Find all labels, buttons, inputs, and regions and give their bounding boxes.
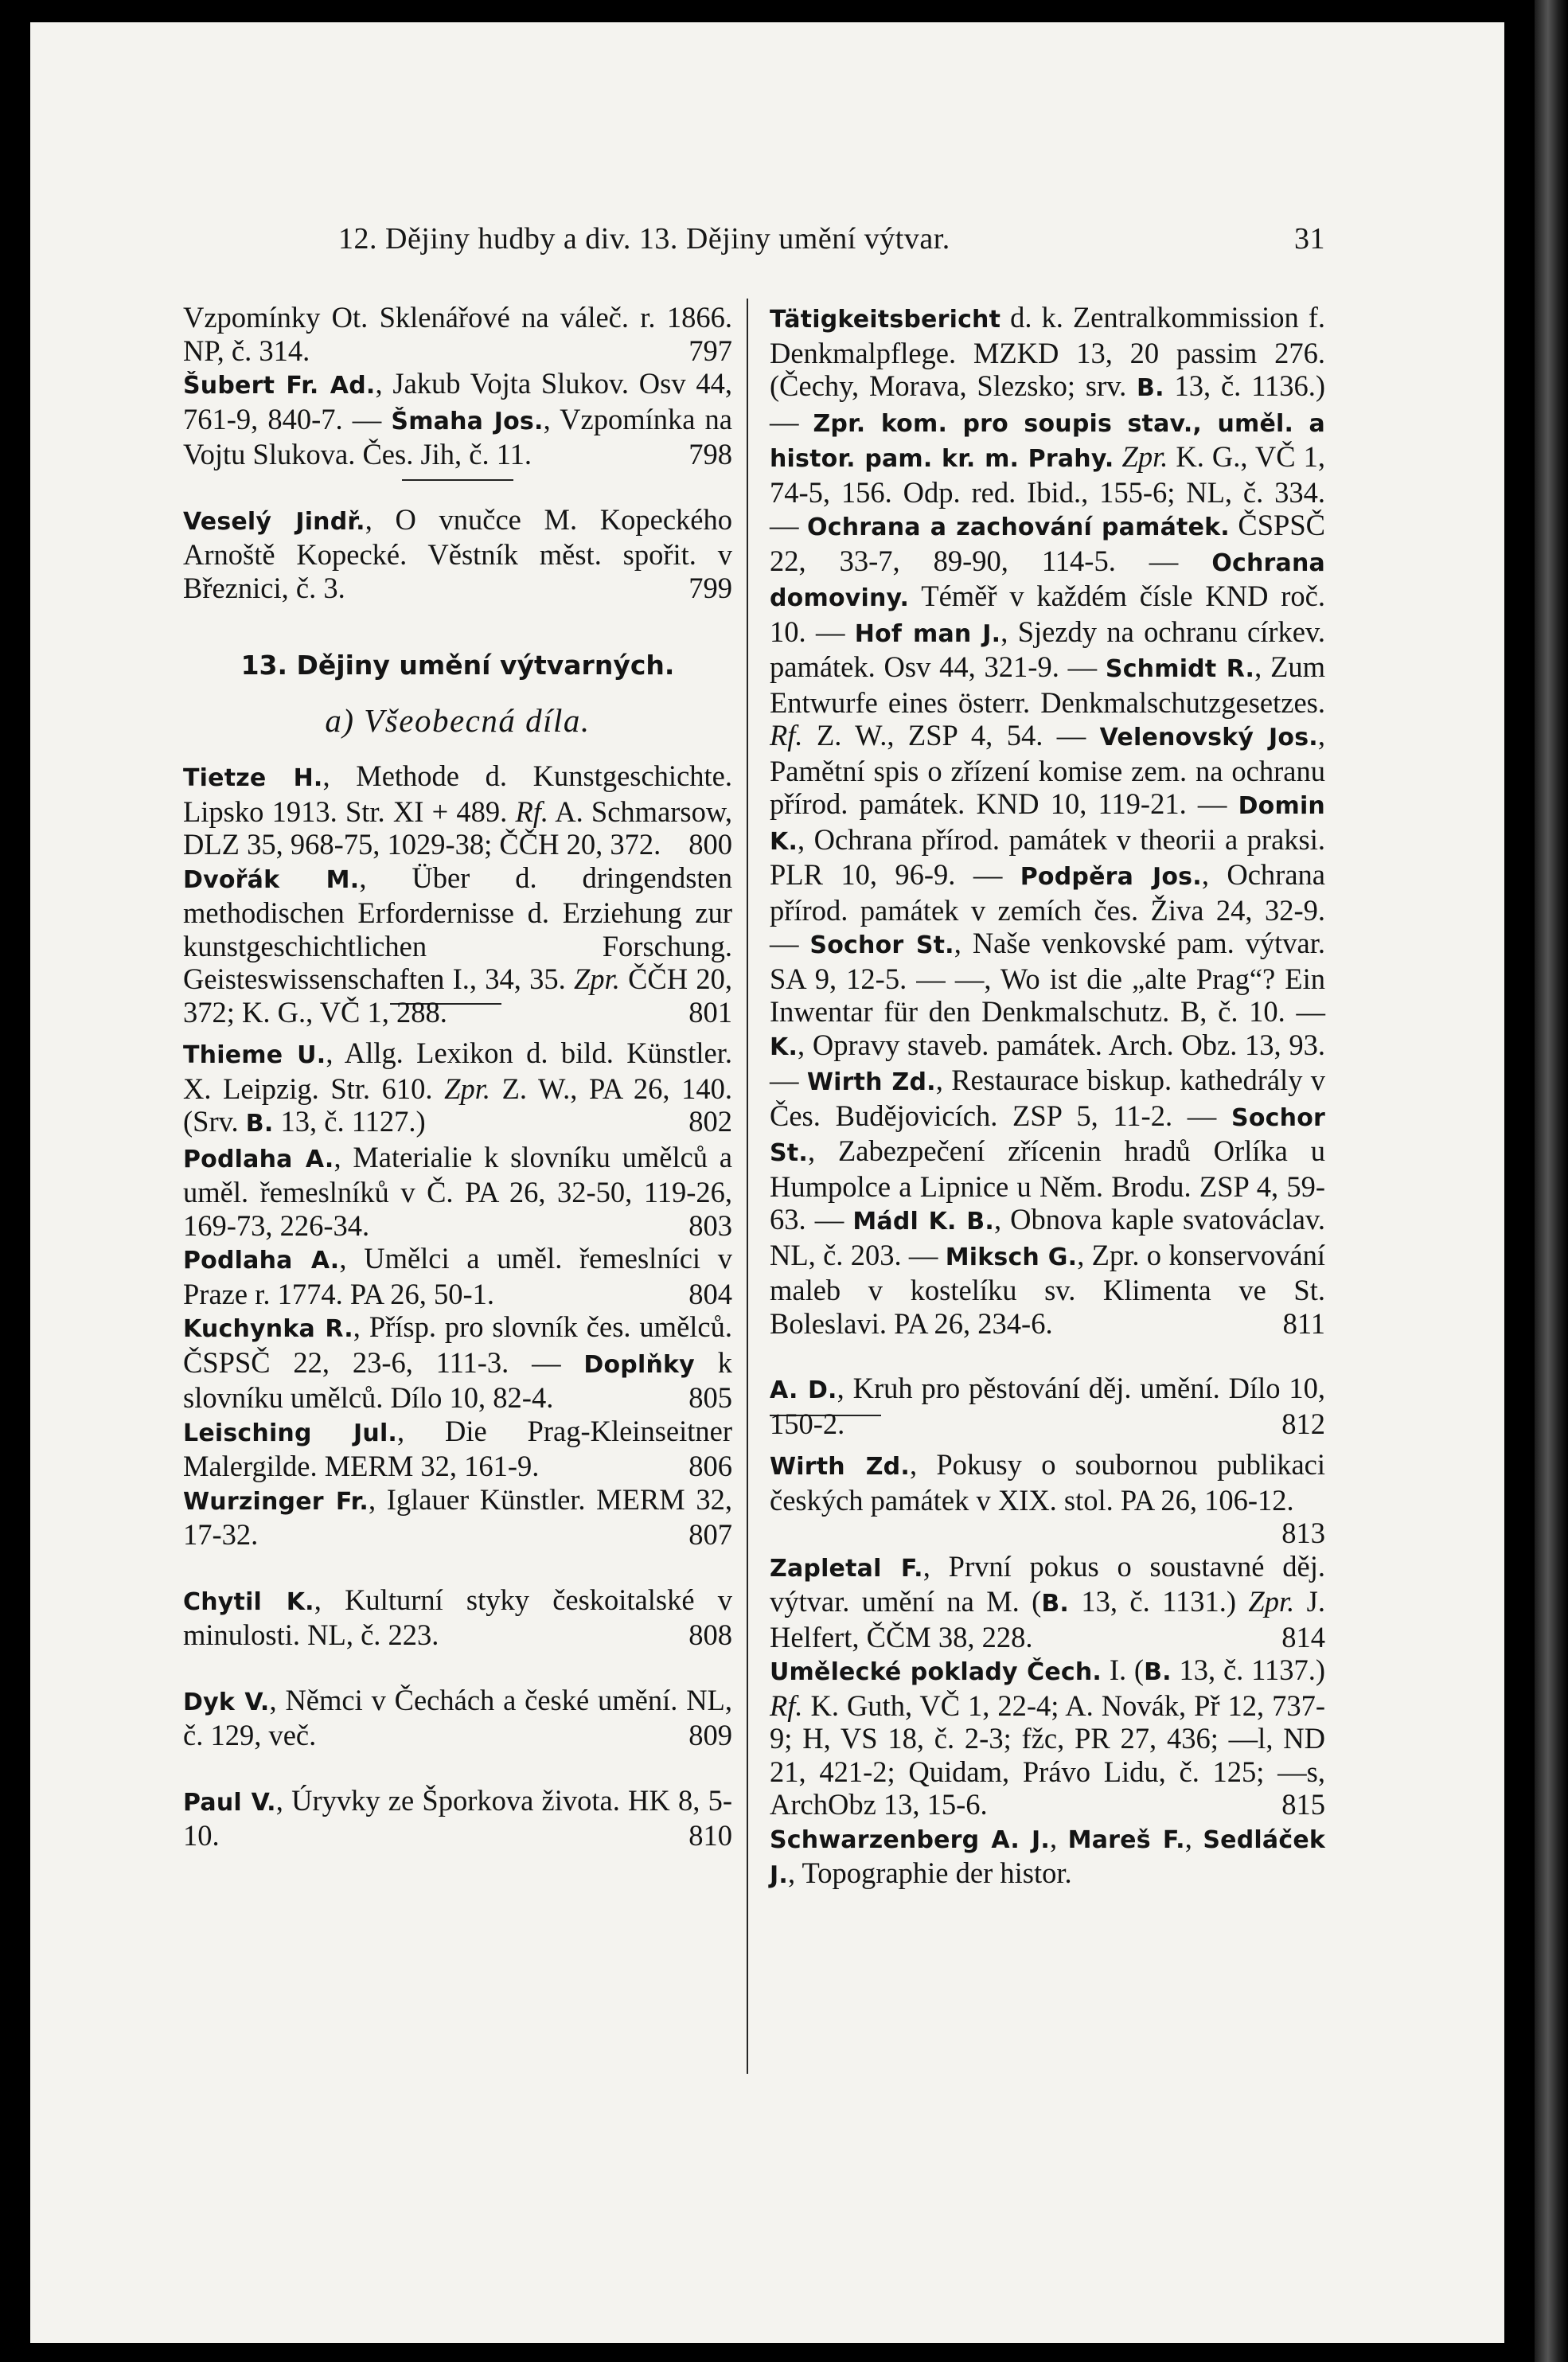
entry-text: , Zpr. o konservování maleb v kostelíku sv. Klimenta ve St. Boleslavi. PA 26, 234-6. bbox=[770, 1238, 1325, 1340]
entry-810 bbox=[183, 1784, 732, 1853]
entry-799 bbox=[183, 503, 732, 605]
entry-author: Podlaha A. bbox=[183, 1145, 334, 1173]
entry-816-start bbox=[770, 1821, 1325, 1892]
entry-806 bbox=[183, 1415, 732, 1483]
entry-author: Hof man J. bbox=[854, 619, 1001, 648]
entry-text: Z. W., PA 26, 140. (Srv. bbox=[183, 1072, 733, 1138]
entry-text: , O vnučce M. Kopeckého Arnoště Kopecké. Věstník měst. spořit. v Březnici, č. 3. bbox=[183, 502, 732, 604]
entry-text: ČČH 20, 372; K. G., VČ 1, 288. bbox=[183, 962, 732, 1029]
entry-800 bbox=[183, 759, 732, 861]
entry-text: A. Schmarsow, DLZ 35, 968-75, 1029-38; ČČH 20, 372. bbox=[183, 794, 732, 861]
entry-author: Kuchynka R. bbox=[183, 1315, 353, 1343]
entry-text: , Über d. dringendsten methodischen Erfordernisse d. Erziehung zur kunstgeschichtlichen Forschung. Geisteswissenschaften I., 34, 35. bbox=[183, 861, 732, 995]
entry-text: , Iglauer Künstler. MERM 32, 17-32. bbox=[183, 1482, 732, 1551]
entry-author: Dvořák M. bbox=[183, 865, 360, 894]
entry-number: 805 bbox=[688, 1381, 732, 1414]
entry-number: 810 bbox=[688, 1819, 732, 1852]
entry-author: Chytil K. bbox=[183, 1587, 314, 1616]
entry-813 bbox=[770, 1448, 1325, 1549]
entry-author: Mareš F. bbox=[1067, 1825, 1185, 1854]
entry-number: 811 bbox=[1282, 1306, 1325, 1340]
entry-number: 800 bbox=[688, 828, 732, 861]
entry-author: A. D. bbox=[770, 1376, 837, 1404]
entry-text: , První pokus o soustavné děj. výtvar. umění na M. ( bbox=[770, 1549, 1325, 1618]
entry-author: Sochor St. bbox=[770, 1103, 1325, 1167]
entry-author: Šmaha Jos. bbox=[391, 407, 544, 435]
entry-text: , Zum Entwurfe eines österr. Denkmalschutzgesetzes. bbox=[770, 650, 1325, 719]
entry-text: , Topographie der histor. bbox=[787, 1856, 1072, 1889]
entry-text: 13, č. 1131.) bbox=[1069, 1585, 1249, 1618]
entry-text: d. k. Zentralkommission f. Denkmalpflege. MZKD 13, 20 passim 276. (Čechy, Morava, Slezsko; srv. bbox=[770, 301, 1325, 402]
entry-text: , Materialie k slovníku umělců a uměl. řemeslníků v Č. PA 26, 32-50, 119-26, 169-73, 226-34. bbox=[183, 1140, 733, 1242]
entry-abbrev: B. bbox=[1041, 1590, 1069, 1618]
entry-author: Tietze H. bbox=[183, 764, 323, 792]
entry-author: Ochrana a zachování památek. bbox=[807, 513, 1230, 541]
entry-number: 799 bbox=[688, 571, 732, 604]
entry-author: Podpěra Jos. bbox=[1020, 863, 1202, 891]
entry-text: , Allg. Lexikon d. bild. Künstler. X. Leipzig. Str. 610. bbox=[183, 1037, 733, 1105]
entry-author: Wurzinger Fr. bbox=[183, 1487, 369, 1516]
entry-author: Thieme U. bbox=[183, 1041, 326, 1069]
entry-text: 13, č. 1137.) bbox=[1171, 1653, 1326, 1686]
entry-author: Paul V. bbox=[183, 1788, 276, 1817]
column-divider bbox=[747, 299, 748, 2074]
entry-text: k slovníku umělců. Dílo 10, 82-4. bbox=[183, 1345, 732, 1414]
entry-text: 13, č. 1127.) bbox=[273, 1105, 426, 1138]
entry-number: 801 bbox=[688, 995, 732, 1029]
entry-text: , Úryvky ze Šporkova života. HK 8, 5-10. bbox=[183, 1783, 732, 1852]
entry-text: , bbox=[1184, 1821, 1203, 1854]
entry-text: , Opravy staveb. památek. Arch. Obz. 13, 93. — bbox=[770, 1028, 1325, 1096]
entry-author: Zpr. kom. pro soupis stav., uměl. a histor. pam. kr. m. Prahy. bbox=[770, 409, 1326, 473]
entry-text: , Jakub Vojta Slukov. Osv 44, 761-9, 840-7. — bbox=[183, 367, 733, 435]
entry-text: , Němci v Čechách a české umění. NL, č. 129, več. bbox=[183, 1683, 732, 1751]
entry-number: 806 bbox=[688, 1450, 732, 1482]
entry-author: Tätigkeitsbericht bbox=[770, 306, 1001, 334]
entry-author: Zapletal F. bbox=[770, 1554, 923, 1583]
left-column bbox=[183, 301, 732, 1853]
entry-author: Veselý Jindř. bbox=[183, 507, 365, 536]
entry-text: , Vzpomínka na Vojtu Slukova. Čes. Jih, č. 11. bbox=[183, 402, 732, 470]
entry-802 bbox=[183, 1037, 732, 1141]
entry-author: Dyk V. bbox=[183, 1688, 270, 1716]
entry-814 bbox=[770, 1550, 1325, 1654]
entry-text: Vzpomínky Ot. Sklenářové na váleč. r. 1866. NP, č. 314. bbox=[183, 301, 732, 367]
entry-abbrev: B. bbox=[1144, 1658, 1172, 1686]
entry-author: Leisching Jul. bbox=[183, 1419, 398, 1447]
entry-text: K. Guth, VČ 1, 22-4; A. Novák, Př 12, 737-9; H, VS 18, č. 2-3; fžc, PR 27, 436; —l, ND 21, 421-2; Quidam, Právo Lidu, č. 125; —s, ArchObz 13, 15-6. bbox=[770, 1689, 1325, 1821]
entry-author: Šubert Fr. Ad. bbox=[183, 372, 376, 400]
entry-number: 807 bbox=[688, 1518, 732, 1551]
entry-number: 797 bbox=[688, 334, 732, 367]
separator-rule bbox=[402, 479, 513, 481]
entry-text: J. Helfert, ČČM 38, 228. bbox=[770, 1585, 1325, 1653]
entry-text: I. ( bbox=[1102, 1653, 1145, 1686]
entry-abbrev: Zpr. bbox=[1248, 1585, 1295, 1618]
entry-text: 13, č. 1136.) — bbox=[770, 369, 1325, 438]
entry-author: Wirth Zd. bbox=[806, 1068, 936, 1096]
entry-abbrev: B. bbox=[1137, 374, 1164, 402]
entry-text: , Sjezdy na ochranu církev. památek. Osv 44, 321-9. — bbox=[770, 615, 1325, 683]
entry-number: 808 bbox=[688, 1618, 732, 1651]
entry-text: , Obnova kaple svatováclav. NL, č. 203. — bbox=[770, 1203, 1326, 1271]
entry-abbrev: Zpr. bbox=[444, 1072, 490, 1105]
entry-number: 803 bbox=[688, 1208, 732, 1242]
entry-number: 815 bbox=[1281, 1788, 1325, 1821]
page-number: 31 bbox=[1294, 222, 1325, 256]
entry-text: , Pamětní spis o zřízení komise zem. na ochranu přírod. památek. KND 10, 119-21. — bbox=[770, 719, 1325, 820]
entry-author: Schmidt R. bbox=[1105, 655, 1255, 683]
entry-author: Velenovský Jos. bbox=[1099, 724, 1318, 752]
entry-number: 809 bbox=[688, 1719, 732, 1751]
entry-text: Z. W., ZSP 4, 54. — bbox=[802, 719, 1100, 752]
page-edge bbox=[1535, 0, 1568, 2362]
entry-text: , Die Prag-Kleinseitner Malergilde. MERM 32, 161-9. bbox=[183, 1414, 732, 1482]
entry-abbrev: Zpr. bbox=[574, 962, 620, 995]
subsection-title: a) Všeobecná díla. bbox=[325, 701, 591, 739]
section-title: 13. Dějiny umění výtvarných. bbox=[240, 650, 675, 681]
entry-text: , Zabezpečení zřícenin hradů Orlíka u Humpolce a Lipnice u Něm. Brodu. ZSP 4, 59-63. — bbox=[770, 1134, 1325, 1236]
entry-number: 814 bbox=[1281, 1620, 1325, 1653]
entry-809 bbox=[183, 1684, 732, 1752]
running-header bbox=[338, 221, 1325, 261]
entry-811 bbox=[770, 301, 1325, 1340]
right-column bbox=[770, 301, 1325, 1892]
entry-author: Sedláček J. bbox=[770, 1825, 1326, 1889]
entry-text: , Naše venkovské pam. výtvar. SA 9, 12-5. — —, Wo ist die „alte Prag“? Ein Inwentar für den Denkmalschutz. B, č. 10. — bbox=[770, 927, 1325, 1028]
entry-number: 813 bbox=[1281, 1517, 1325, 1549]
entry-text: , bbox=[1050, 1821, 1068, 1854]
entry-text: , Umělci a uměl. řemeslníci v Praze r. 1774. PA 26, 50-1. bbox=[183, 1242, 732, 1310]
entry-807 bbox=[183, 1483, 732, 1552]
entry-text: , Restaurace biskup. kathedrály v Čes. Budějovicích. ZSP 5, 11-2. — bbox=[770, 1064, 1326, 1132]
entry-text: , Kruh pro pěstování děj. umění. Dílo 10, 150-2. bbox=[770, 1372, 1325, 1440]
entry-text: Téměř v každém čísle KND roč. 10. — bbox=[770, 580, 1325, 648]
entry-804 bbox=[183, 1242, 732, 1310]
entry-abbrev: Rf. bbox=[770, 719, 803, 752]
entry-author: Mádl K. B. bbox=[852, 1208, 994, 1236]
entry-808 bbox=[183, 1583, 732, 1652]
entry-author: Miksch G. bbox=[945, 1243, 1078, 1271]
entry-803 bbox=[183, 1141, 732, 1243]
entry-text: K. G., VČ 1, 74-5, 156. Odp. red. Ibid., 155-6; NL, č. 334. — bbox=[770, 440, 1326, 541]
entry-number: 802 bbox=[688, 1105, 732, 1138]
entry-author: Podlaha A. bbox=[183, 1247, 340, 1275]
entry-797-798 bbox=[183, 301, 732, 471]
entry-abbrev: B. bbox=[245, 1110, 274, 1138]
entry-text: , Přísp. pro slovník čes. umělců. ČSPSČ 22, 23-6, 111-3. — bbox=[183, 1310, 732, 1379]
entry-text: , Methode d. Kunstgeschichte. Lipsko 1913. Str. XI + 489. bbox=[183, 759, 732, 828]
entry-text: ČSPSČ 22, 33-7, 89-90, 114-5. — bbox=[770, 509, 1325, 577]
entry-text: , Kulturní styky českoitalské v minulosti. NL, č. 223. bbox=[183, 1583, 732, 1651]
entry-author: Umělecké poklady Čech. bbox=[770, 1658, 1102, 1686]
entry-author: K. bbox=[770, 1033, 798, 1061]
entry-author: Domin K. bbox=[770, 792, 1325, 856]
header-title: 12. Dějiny hudby a div. 13. Dějiny umění výtvar. bbox=[338, 222, 950, 256]
entry-author: Schwarzenberg A. J. bbox=[770, 1825, 1050, 1854]
entry-812 bbox=[770, 1372, 1325, 1440]
entry-abbrev: Rf. bbox=[770, 1689, 803, 1722]
entry-number: 804 bbox=[688, 1277, 732, 1310]
entry-text: , Ochrana přírod. památek v theorii a praksi. PLR 10, 96-9. — bbox=[770, 822, 1325, 891]
entry-number: 798 bbox=[688, 438, 732, 470]
entry-number: 812 bbox=[1281, 1407, 1325, 1440]
entry-text: , Pokusy o soubornou publikaci českých památek v XIX. stol. PA 26, 106-12. bbox=[770, 1448, 1325, 1517]
entry-author: Wirth Zd. bbox=[770, 1453, 910, 1481]
entry-abbrev: Zpr. bbox=[1121, 440, 1168, 473]
entry-805 bbox=[183, 1310, 732, 1415]
entry-author: Doplňky bbox=[583, 1350, 695, 1379]
entry-abbrev: Rf. bbox=[515, 794, 549, 828]
entry-author: Sochor St. bbox=[809, 931, 954, 959]
entry-815 bbox=[770, 1653, 1325, 1821]
entry-text: , Ochrana přírod. památek v zemích čes. Živa 24, 32-9. — bbox=[770, 858, 1325, 959]
entry-author: Ochrana domoviny. bbox=[770, 549, 1325, 612]
